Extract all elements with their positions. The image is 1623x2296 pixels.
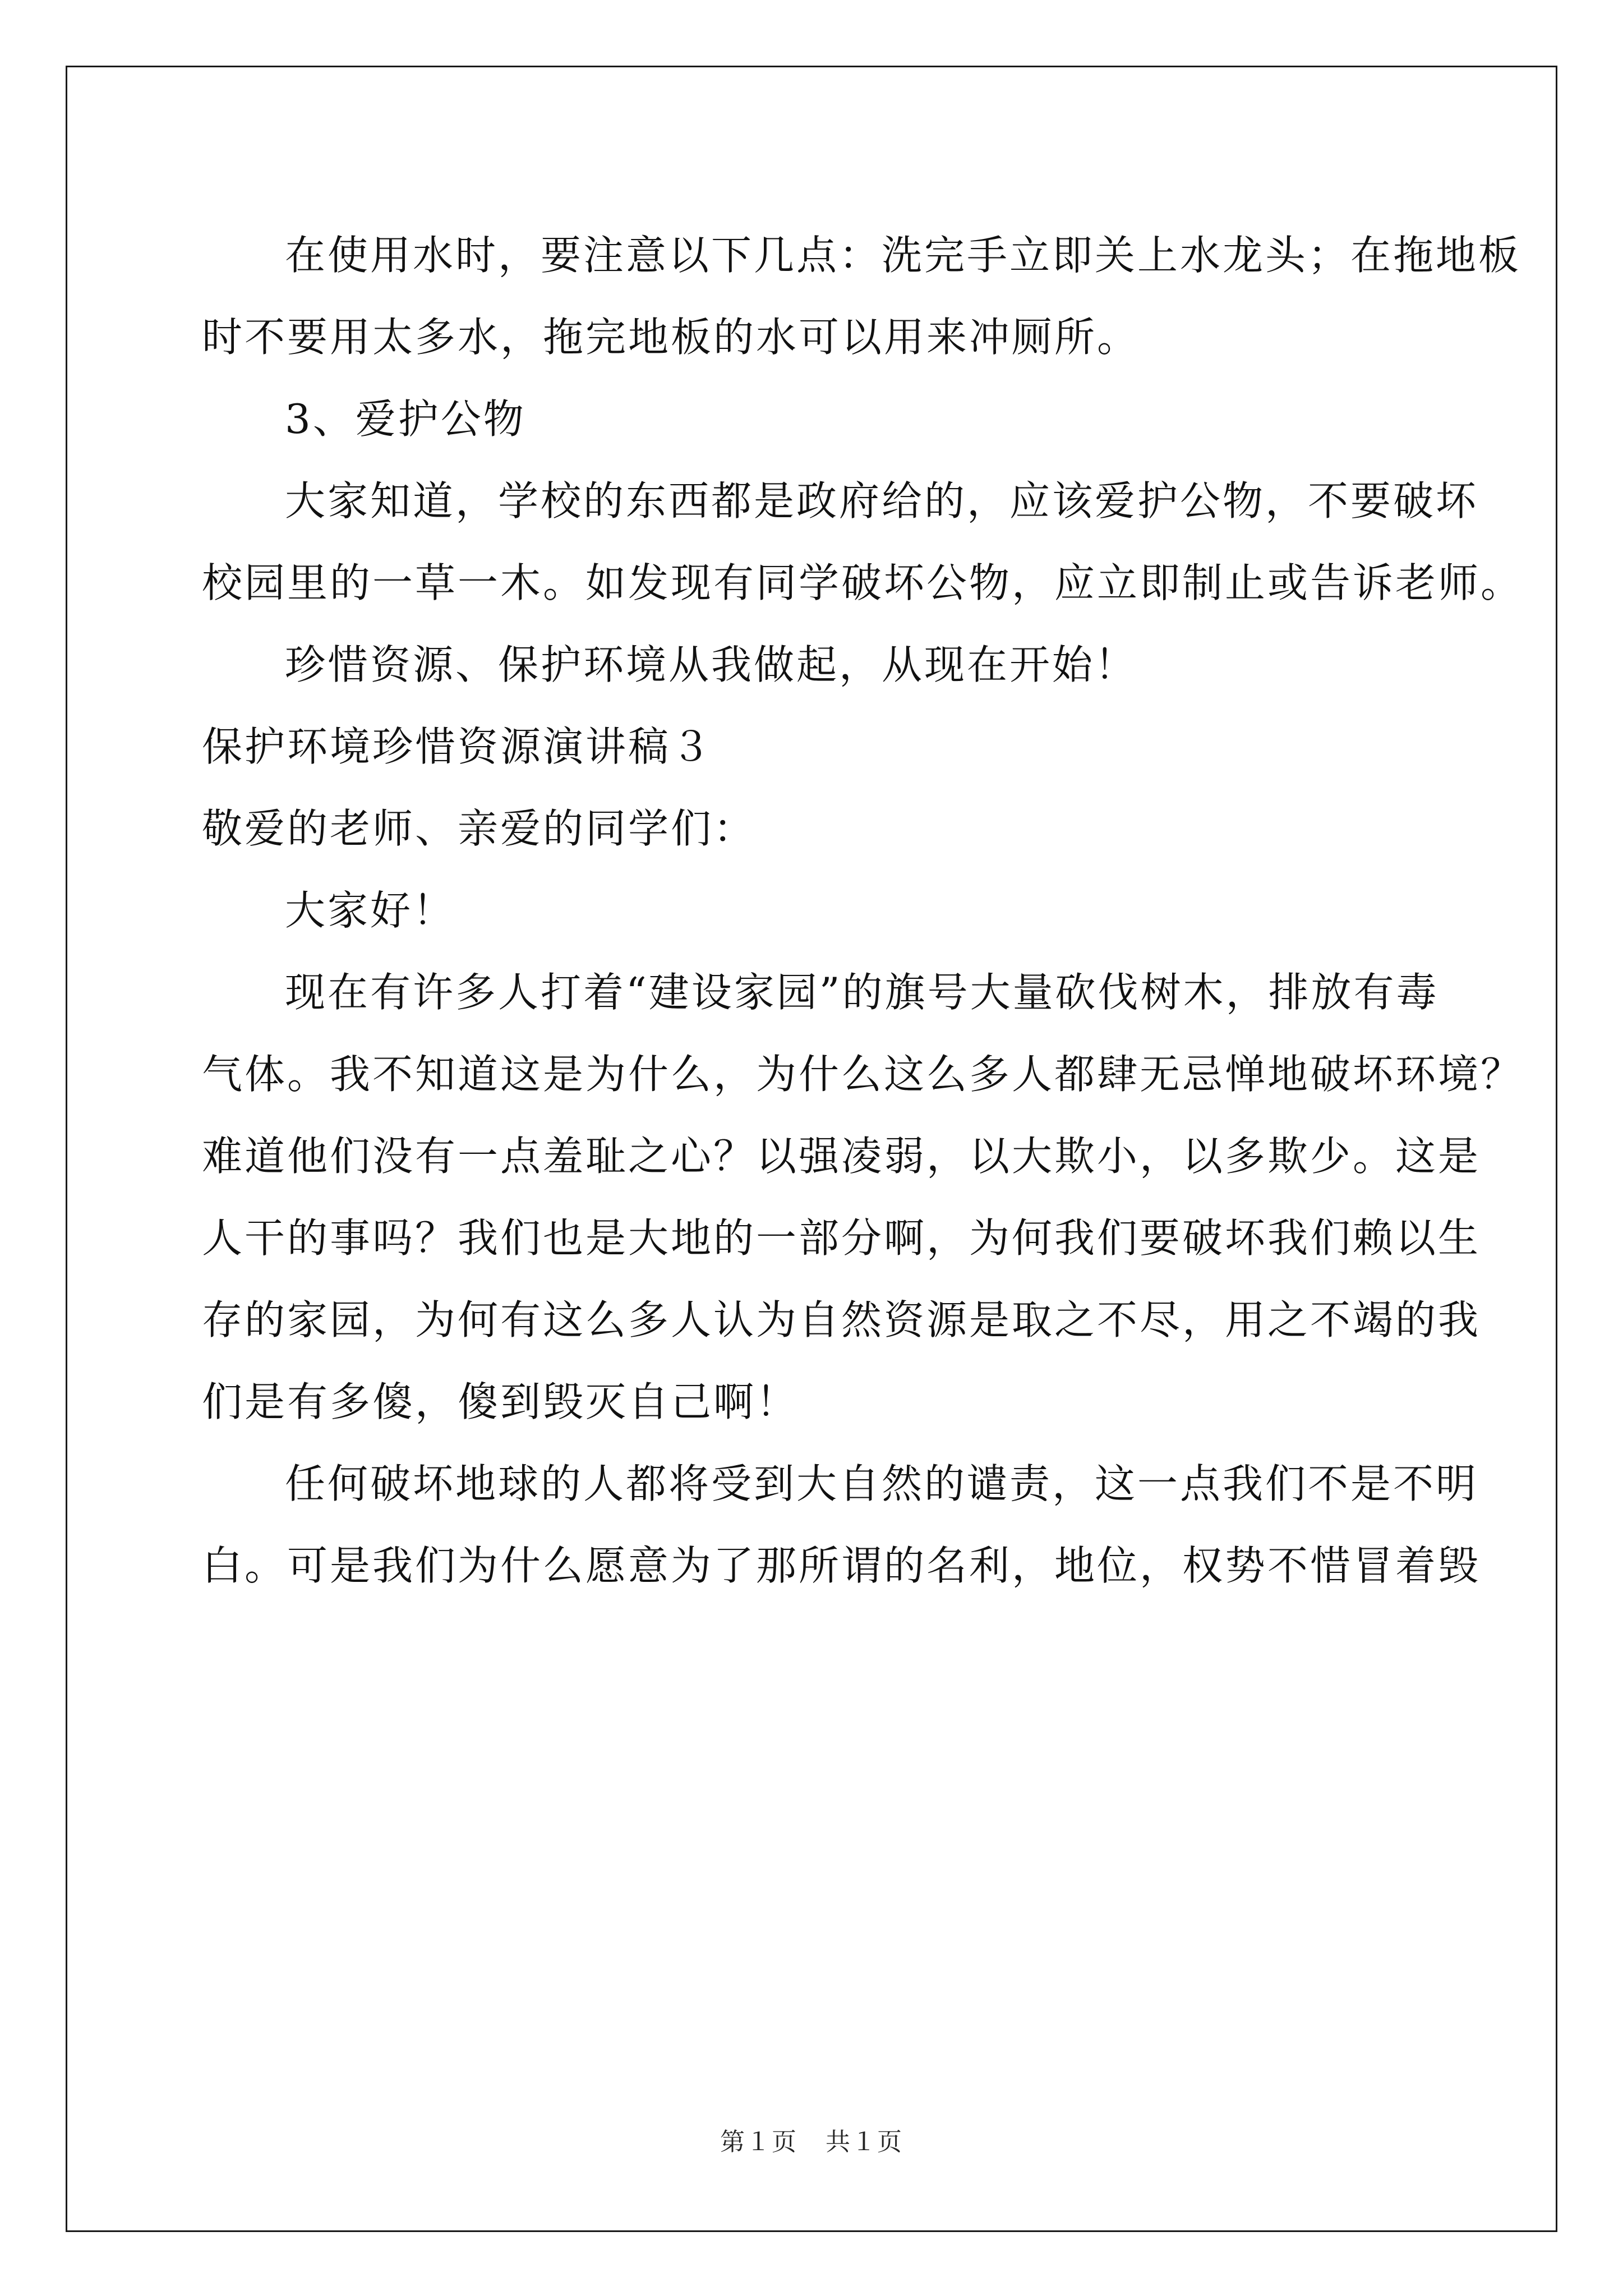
page-total: 共１页 xyxy=(826,2128,903,2156)
salutation: 敬爱的老师、亲爱的同学们： xyxy=(202,805,757,852)
paragraph-line: 白。可是我们为什么愿意为了那所谓的名利，地位，权势不惜冒着毁 xyxy=(202,1542,1481,1589)
paragraph-line: 校园里的一草一木。如发现有同学破坏公物，应立即制止或告诉老师。 xyxy=(202,559,1524,606)
page-footer xyxy=(0,2122,1623,2157)
paragraph-line: 存的家园，为何有这么多人认为自然资源是取之不尽，用之不竭的我 xyxy=(202,1296,1481,1343)
paragraph-line: 时不要用太多水，拖完地板的水可以用来冲厕所。 xyxy=(202,314,1140,361)
paragraph-line: 气体。我不知道这是为什么，为什么这么多人都肆无忌惮地破坏环境？ xyxy=(202,1051,1524,1098)
greeting: 大家好！ xyxy=(285,887,456,934)
paragraph-line: 珍惜资源、保护环境从我做起，从现在开始！ xyxy=(285,641,1138,688)
paragraph-line: 在使用水时，要注意以下几点：洗完手立即关上水龙头；在拖地板 xyxy=(285,232,1521,279)
paragraph-line: 们是有多傻，傻到毁灭自己啊！ xyxy=(202,1378,799,1425)
page-number: 第１页 xyxy=(720,2128,797,2156)
paragraph-line: 大家知道，学校的东西都是政府给的，应该爱护公物，不要破坏 xyxy=(285,477,1479,524)
paragraph-line: 难道他们没有一点羞耻之心？以强凌弱，以大欺小，以多欺少。这是 xyxy=(202,1133,1481,1180)
document-body xyxy=(202,214,1524,1607)
paragraph-line: 人干的事吗？我们也是大地的一部分啊，为何我们要破坏我们赖以生 xyxy=(202,1214,1481,1262)
section-heading: 3、爱护公物 xyxy=(285,395,526,443)
speech-title: 保护环境珍惜资源演讲稿３ xyxy=(202,723,714,770)
paragraph-line: 任何破坏地球的人都将受到大自然的谴责，这一点我们不是不明 xyxy=(285,1460,1479,1507)
paragraph-line: 现在有许多人打着“建设家园”的旗号大量砍伐树木，排放有毒 xyxy=(285,969,1439,1016)
